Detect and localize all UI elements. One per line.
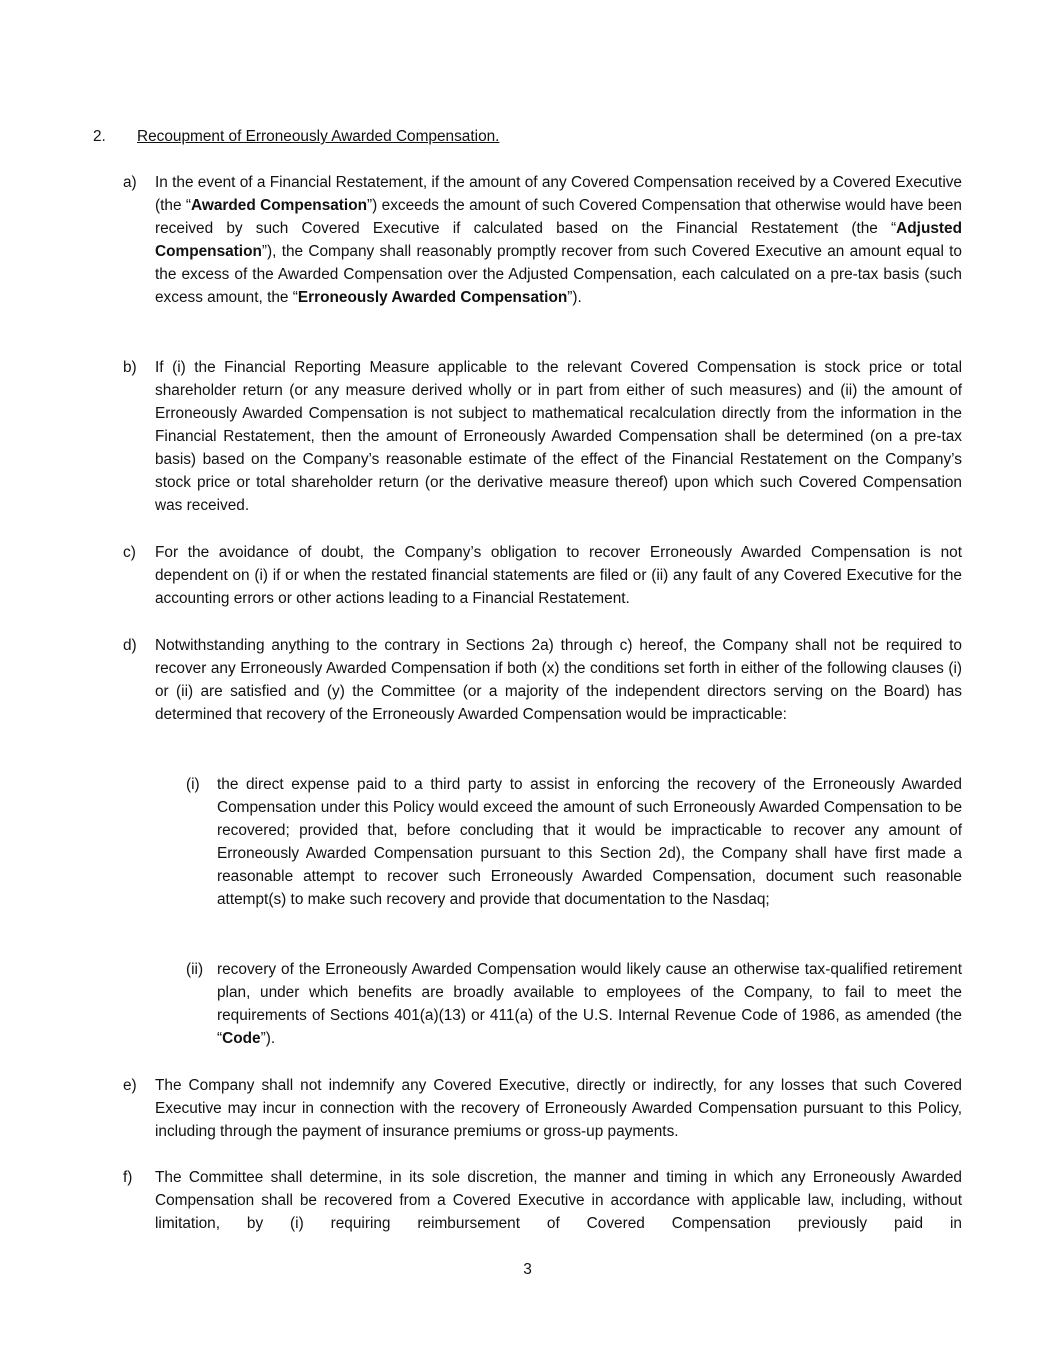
item-label: a) [123, 174, 137, 191]
section-number: 2. [93, 128, 106, 145]
text-run: ”) exceeds the amount of such Covered Compensation that otherwise would have been received by such Covered Executive if calculated based on the Financial Restatement (the “ [155, 197, 962, 237]
page-number: 3 [523, 1261, 532, 1278]
defined-term: Erroneously Awarded Compensation [297, 289, 568, 306]
subitem-label: (ii) [186, 961, 204, 978]
item-label: b) [123, 359, 137, 376]
item-text: The Company shall not indemnify any Covered Executive, directly or indirectly, for any losses that such Covered Executive may incur in connection with the recovery of Erroneously Awarded Compensation pursuant to this Policy, including through the payment of insurance premiums or gross-up payments. [155, 1077, 962, 1140]
text-run: recovery of the Erroneously Awarded Compensation would likely cause an otherwise tax-qualified retirement plan, under which benefits are broadly available to employees of the Company, to fail to meet the requirements of Sections 401(a)(13) or 411(a) of the U.S. Internal Revenue Code of 1986, as amended (the “ [217, 961, 962, 1047]
item-text [155, 171, 962, 309]
subitem-text: the direct expense paid to a third party to assist in enforcing the recovery of the Erroneously Awarded Compensation under this Policy would exceed the amount of such Erroneously Awarded Compensation to be recovered; provided that, before concluding that it would be impracticable to recover any amount of Erroneously Awarded Compensation pursuant to this Section 2d), the Company shall have first made a reasonable attempt to recover such Erroneously Awarded Compensation, document such reasonable attempt(s) to make such recovery and provide that documentation to the Nasdaq; [217, 776, 962, 908]
item-text: For the avoidance of doubt, the Company’s obligation to recover Erroneously Awarded Compensation is not dependent on (i) if or when the restated financial statements are filed or (ii) any fault of any Covered Executive for the accounting errors or other actions leading to a Financial Restatement. [155, 544, 962, 607]
text-run: ”). [567, 289, 582, 306]
item-label: e) [123, 1077, 137, 1094]
item-label: d) [123, 637, 137, 654]
item-label: f) [123, 1169, 133, 1186]
item-label: c) [123, 544, 136, 561]
item-text: The Committee shall determine, in its sole discretion, the manner and timing in which any Erroneously Awarded Compensation shall be recovered from a Covered Executive in accordance with applicable law, including, without limitation, by (i) requiring reimbursement of Covered Compensation previously paid in [155, 1169, 962, 1232]
subitem-text [217, 958, 962, 1050]
text-run: In the event of a Financial Restatement, if the amount of any Covered Compensation received by a Covered Executive (the “ [155, 174, 962, 214]
defined-term: Code [222, 1030, 261, 1047]
section-title: Recoupment of Erroneously Awarded Compensation. [137, 128, 500, 145]
subitem-label: (i) [186, 776, 200, 793]
text-run: ”). [260, 1030, 276, 1047]
defined-term: Adjusted Compensation [155, 220, 962, 260]
item-text: If (i) the Financial Reporting Measure applicable to the relevant Covered Compensation is stock price or total shareholder return (or any measure derived wholly or in part from either of such measures) and (ii) the amount of Erroneously Awarded Compensation is not subject to mathematical recalculation directly from the information in the Financial Restatement, then the amount of Erroneously Awarded Compensation shall be determined (on a pre-tax basis) based on the Company’s reasonable estimate of the effect of the Financial Restatement on the Company’s stock price or total shareholder return (or the derivative measure thereof) upon which such Covered Compensation was received. [155, 359, 962, 514]
item-text: Notwithstanding anything to the contrary in Sections 2a) through c) hereof, the Company shall not be required to recover any Erroneously Awarded Compensation if both (x) the conditions set forth in either of the following clauses (i) or (ii) are satisfied and (y) the Committee (or a majority of the independent directors serving on the Board) has determined that recovery of the Erroneously Awarded Compensation would be impracticable: [155, 637, 962, 723]
defined-term: Awarded Compensation [191, 197, 368, 214]
text-run: ”), the Company shall reasonably promptly recover from such Covered Executive an amount equal to the excess of the Awarded Compensation over the Adjusted Compensation, each calculated on a pre-tax basis (such excess amount, the “ [155, 243, 962, 306]
